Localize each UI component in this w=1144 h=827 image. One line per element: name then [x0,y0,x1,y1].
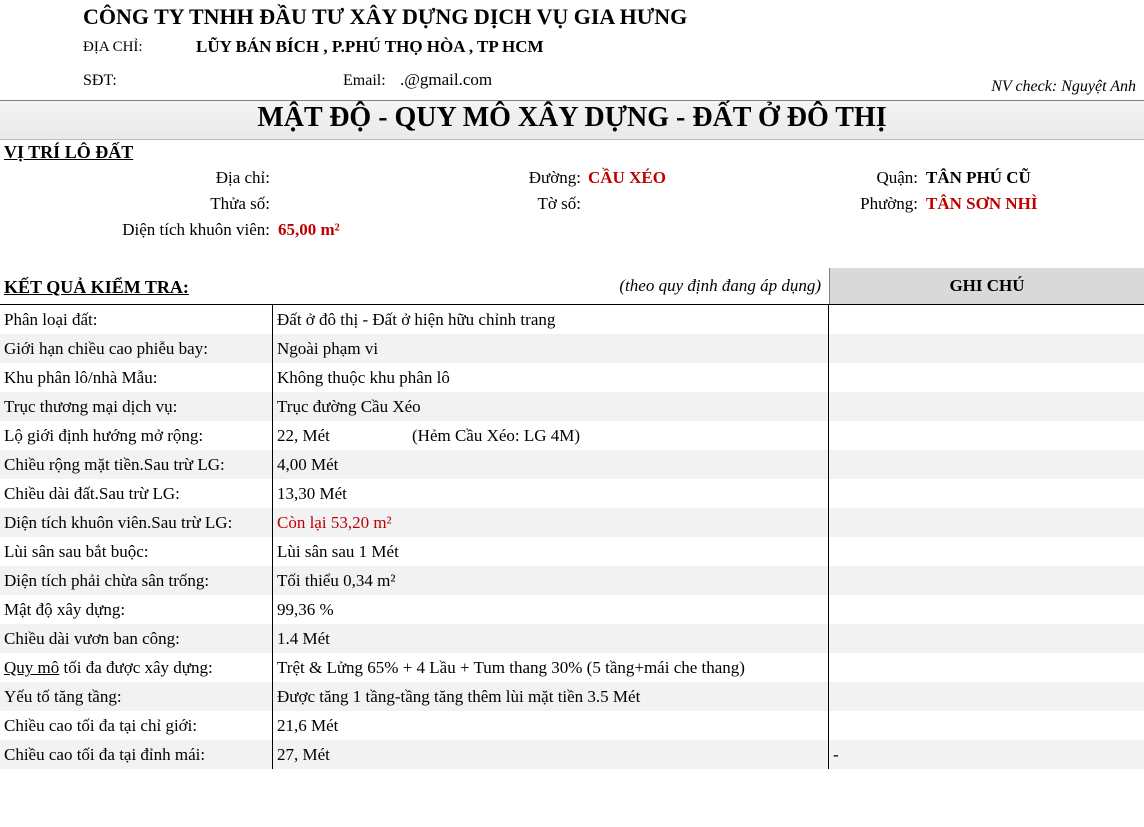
notes-column-header: GHI CHÚ [829,268,1144,304]
row-label [4,653,213,682]
email-value: .@gmail.com [400,70,493,89]
row-label-rest: tối đa được xây dựng: [59,658,213,677]
table-row [0,711,1144,740]
row-value: Được tăng 1 tầng-tầng tăng thêm lùi mặt tiền 3.5 Mét [277,687,641,706]
table-row [0,479,1144,508]
row-value: 4,00 Mét [277,455,339,474]
results-section-title: KẾT QUẢ KIỂM TRA: [4,277,189,297]
nv-check: NV check: Nguyệt Anh [991,78,1136,95]
row-value: Còn lại 53,20 m² [277,513,392,532]
row-value: Tối thiểu 0,34 m² [277,571,396,590]
table-row [0,508,1144,537]
parcel-label: Thửa số: [210,194,270,213]
row-value: Đất ở đô thị - Đất ở hiện hữu chỉnh trang [277,310,556,329]
sheet-label: Tờ số: [537,194,581,213]
row-label: Trục thương mại dịch vụ: [4,397,178,416]
ward-value: TÂN SƠN NHÌ [926,194,1038,213]
area-label: Diện tích khuôn viên: [122,220,270,239]
page-title: MẬT ĐỘ - QUY MÔ XÂY DỰNG - ĐẤT Ở ĐÔ THỊ [257,102,887,133]
table-row [0,450,1144,479]
table-row [0,392,1144,421]
results-table [0,305,1144,769]
row-label: Chiều cao tối đa tại chỉ giới: [4,716,198,735]
area-value: 65,00 m² [278,220,340,239]
row-label: Diện tích khuôn viên.Sau trừ LG: [4,513,233,532]
ward-label: Phường: [860,194,918,213]
row-label: Yếu tố tăng tầng: [4,687,122,706]
phone-label: SĐT: [83,72,117,89]
company-address: LŨY BÁN BÍCH , P.PHÚ THỌ HÒA , TP HCM [196,37,544,56]
row-label: Phân loại đất: [4,310,98,329]
row-label: Chiều rộng mặt tiền.Sau trừ LG: [4,455,225,474]
district-value: TÂN PHÚ CŨ [926,168,1031,187]
row-label: Diện tích phải chừa sân trống: [4,571,210,590]
table-row [0,624,1144,653]
location-section-title: VỊ TRÍ LÔ ĐẤT [4,142,134,162]
column-divider-1 [272,305,273,769]
street-label: Đường: [528,168,581,187]
table-row [0,595,1144,624]
column-divider-2 [828,305,829,769]
address-label: ĐỊA CHỈ: [83,39,143,55]
row-value-main: 22, Mét [277,426,330,445]
row-label: Giới hạn chiều cao phiễu bay: [4,339,208,358]
regulation-note: (theo quy định đang áp dụng) [619,276,821,295]
row-value: 27, Mét [277,745,330,764]
row-value: 1.4 Mét [277,629,330,648]
row-label: Chiều cao tối đa tại đỉnh mái: [4,745,206,764]
table-row [0,334,1144,363]
table-row [0,653,1144,682]
row-value: Trệt & Lửng 65% + 4 Lầu + Tum thang 30% (5 tầng+mái che thang) [277,658,745,677]
table-row [0,682,1144,711]
address-field-label: Địa chỉ: [215,168,270,187]
row-label: Khu phân lô/nhà Mẫu: [4,368,158,387]
row-label: Mật độ xây dựng: [4,600,126,619]
table-row [0,363,1144,392]
row-value: Lùi sân sau 1 Mét [277,542,399,561]
company-name: CÔNG TY TNHH ĐẦU TƯ XÂY DỰNG DỊCH VỤ GIA HƯNG [83,4,688,29]
row-value: Không thuộc khu phân lô [277,368,450,387]
table-row [0,537,1144,566]
table-row [0,305,1144,334]
email-label: Email: [343,72,386,89]
row-label-underlined: Quy mô [4,658,60,677]
row-value: 99,36 % [277,600,334,619]
street-value: CẦU XÉO [588,168,666,187]
row-value: Ngoài phạm vi [277,339,379,358]
row-label: Lộ giới định hướng mở rộng: [4,426,204,445]
district-label: Quận: [876,168,918,187]
row-value: 13,30 Mét [277,484,347,503]
row-value: 21,6 Mét [277,716,339,735]
table-row [0,740,1144,769]
table-row [0,566,1144,595]
row-note: - [833,745,839,764]
row-value: Trục đường Cầu Xéo [277,397,421,416]
row-label: Chiều dài vươn ban công: [4,629,180,648]
table-row [0,421,1144,450]
row-value-extra: (Hẻm Cầu Xéo: LG 4M) [412,426,581,445]
row-label: Lùi sân sau bắt buộc: [4,542,149,561]
row-value [277,421,581,450]
row-label: Chiều dài đất.Sau trừ LG: [4,484,180,503]
